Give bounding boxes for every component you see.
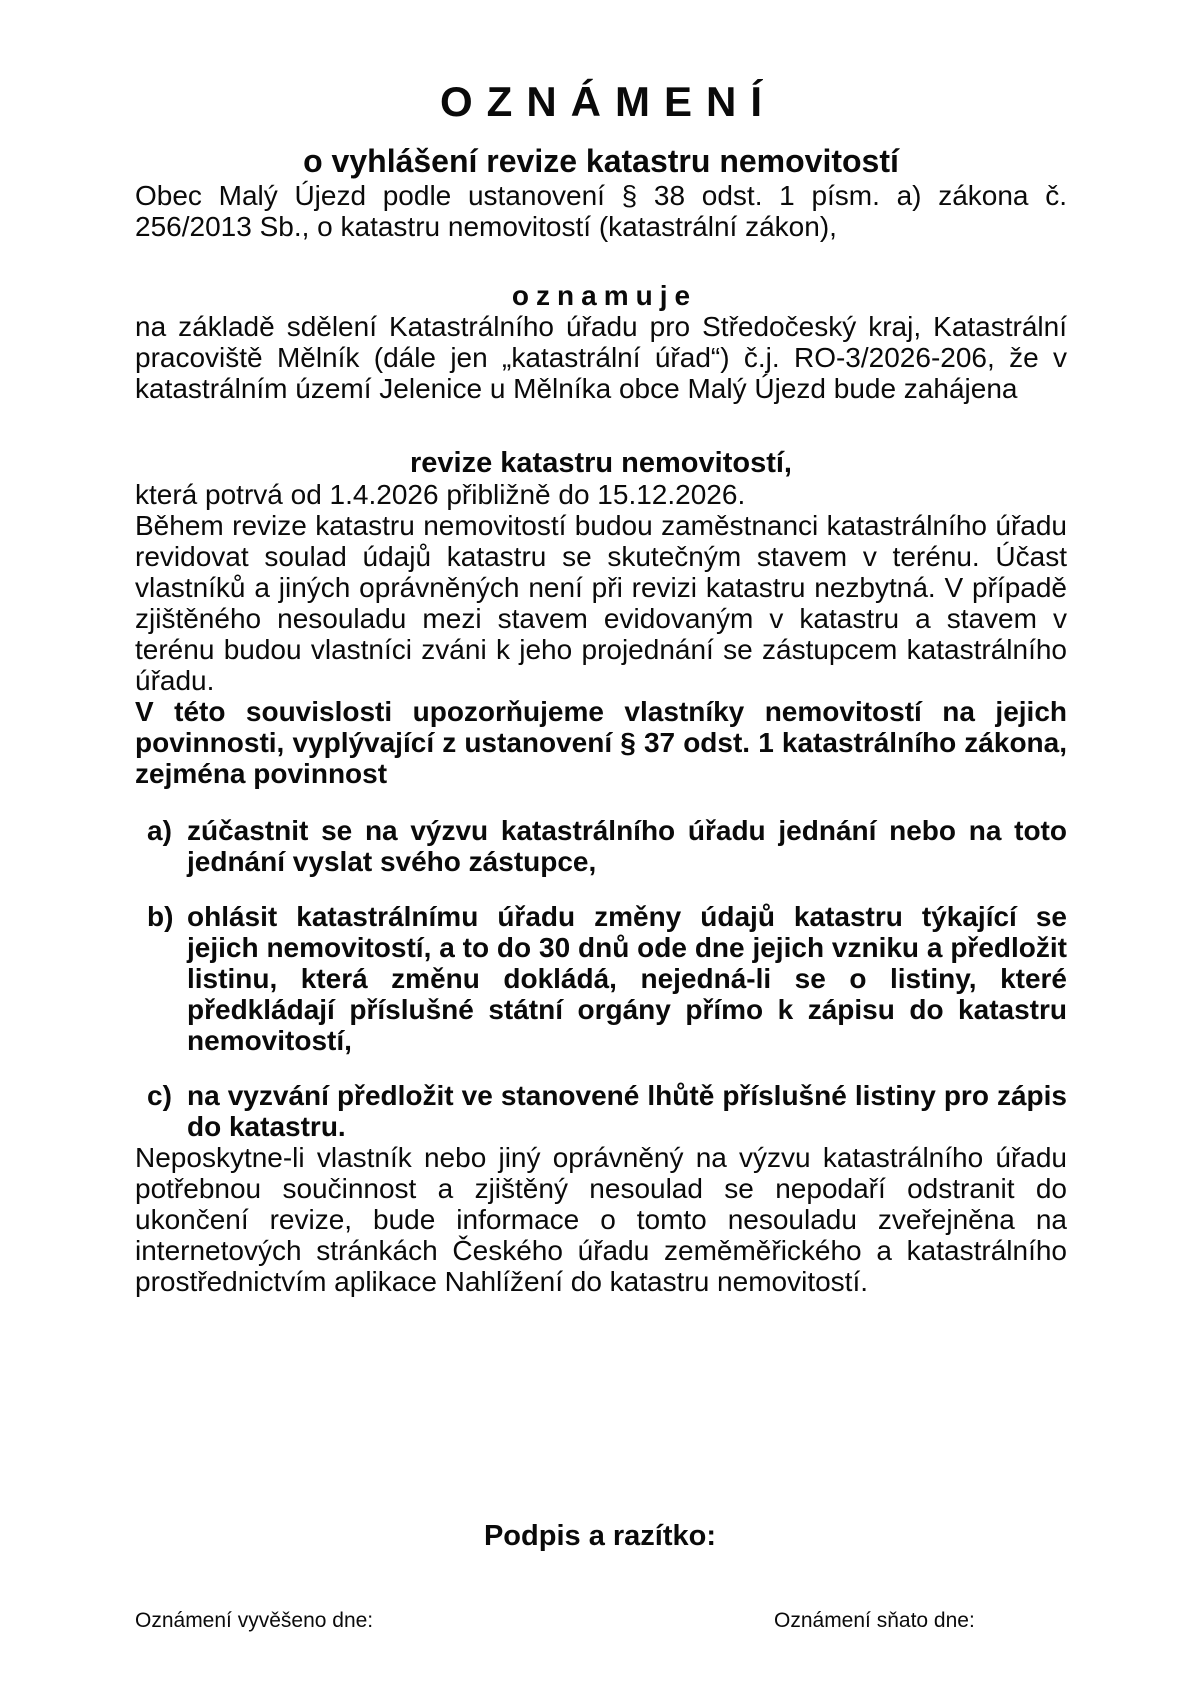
list-text-b: ohlásit katastrálnímu úřadu změny údajů katastru týkající se jejich nemovitostí, a to do 30 dnů ode dne jejich vzniku a předložit listinu, která změnu dokládá, nejedná-li se o listiny, které předkládají příslušné státní orgány přímo k zápisu do katastru nemovitostí, [187,901,1067,1056]
revision-heading: revize katastru nemovitostí, [410,447,792,479]
list-text-a: zúčastnit se na výzvu katastrálního úřadu jednání nebo na toto jednání vyslat svého zástupce, [187,815,1067,877]
footer-posted-date-label: Oznámení vyvěšeno dne: [135,1609,374,1632]
list-marker-c: c) [147,1080,172,1111]
footer-removed-date-label: Oznámení sňato dne: [774,1609,975,1632]
list-item-c [135,1080,1067,1142]
paragraph-owner-obligations: V této souvislosti upozorňujeme vlastníky nemovitostí na jejich povinnosti, vyplývající z ustanovení § 37 odst. 1 katastrálního zákona, zejména povinnost [135,696,1067,789]
list-item-b [135,901,1067,1056]
list-marker-b: b) [147,901,174,932]
paragraph-revision-process: Během revize katastru nemovitostí budou zaměstnanci katastrálního úřadu revidovat soulad údajů katastru se skutečným stavem v terénu. Účast vlastníků a jiných oprávněných není při revizi katastru nezbytná. V případě zjištěného nesouladu mezi stavem evidovaným v katastru a stavem v terénu budou vlastníci zváni k jeho projednání se zástupcem katastrálního úřadu. [135,510,1067,696]
obligations-list [135,815,1067,1142]
paragraph-intro: Obec Malý Újezd podle ustanovení § 38 odst. 1 písm. a) zákona č. 256/2013 Sb., o katastru nemovitostí (katastrální zákon), [135,180,1067,242]
document-title: OZNÁMENÍ [440,78,776,125]
paragraph-legal-basis: na základě sdělení Katastrálního úřadu pro Středočeský kraj, Katastrální pracoviště Mělník (dále jen „katastrální úřad“) č.j. RO-3/2026-206, že v katastrálním území Jelenice u Mělníka obce Malý Újezd bude zahájena [135,311,1067,404]
document-subtitle: o vyhlášení revize katastru nemovitostí [303,143,899,179]
list-marker-a: a) [147,815,172,846]
list-item-a [135,815,1067,877]
paragraph-noncompliance: Neposkytne-li vlastník nebo jiný oprávněný na výzvu katastrálního úřadu potřebnou součinnost a zjištěný nesoulad se nepodaří odstranit do ukončení revize, bude informace o tomto nesouladu zveřejněna na internetových stránkách Českého úřadu zeměměřického a katastrálního prostřednictvím aplikace Nahlížení do katastru nemovitostí. [135,1142,1067,1297]
paragraph-duration: která potrvá od 1.4.2026 přibližně do 15.12.2026. [135,479,746,510]
list-text-c: na vyzvání předložit ve stanovené lhůtě příslušné listiny pro zápis do katastru. [187,1080,1067,1142]
signature-heading: Podpis a razítko: [483,1520,717,1552]
announces-heading: oznamuje [511,280,698,311]
